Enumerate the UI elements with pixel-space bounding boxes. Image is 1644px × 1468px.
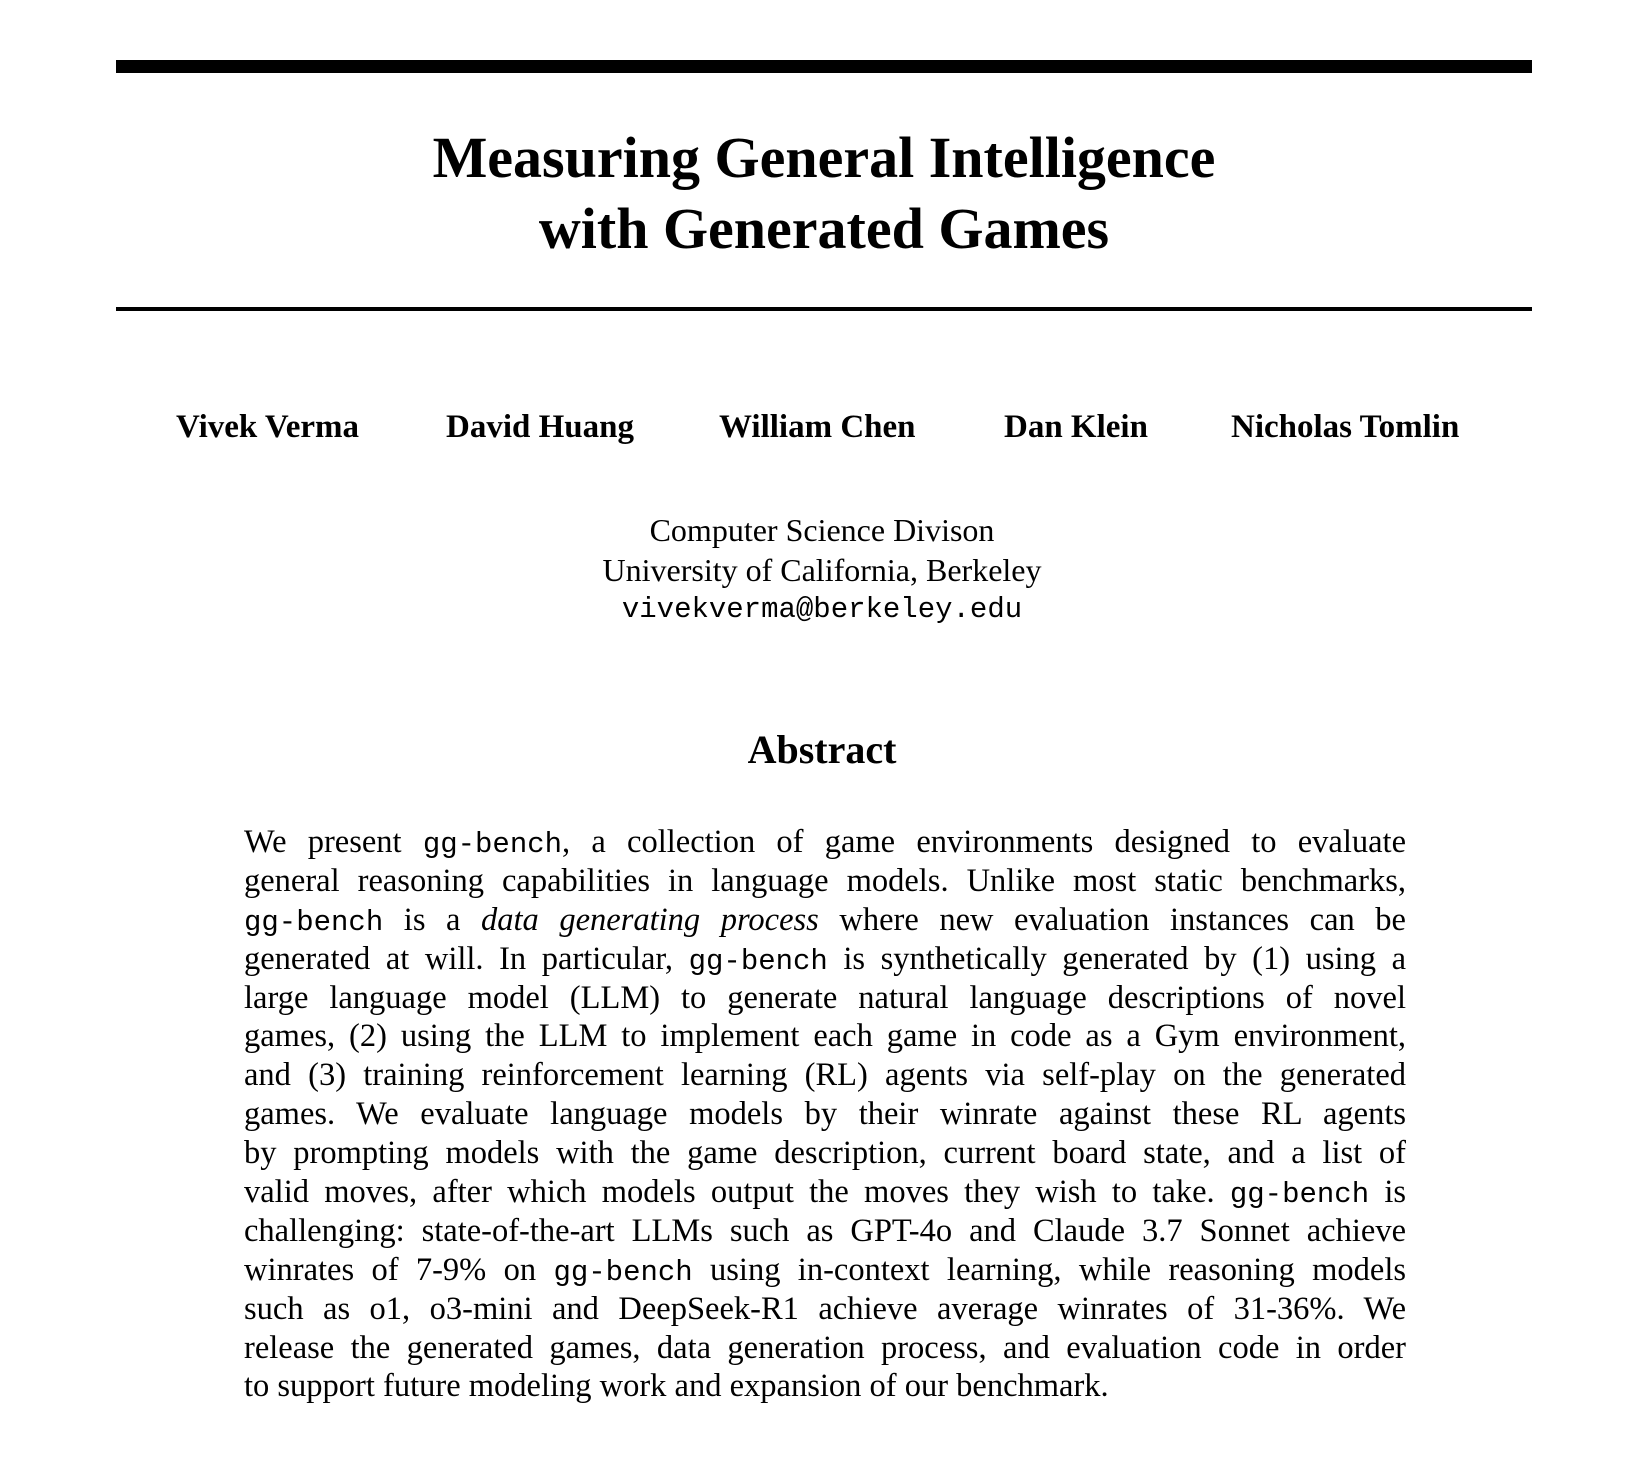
abstract-text: general reasoning capabilities in language models. Unlike most static benchmarks, [244, 862, 1406, 899]
abstract-line [244, 1173, 1406, 1212]
abstract-line [244, 1134, 1406, 1173]
abstract-text: is synthetically generated by (1) using a [827, 940, 1406, 977]
abstract-text: large language model (LLM) to generate natural language descriptions of novel [244, 979, 1406, 1016]
author-name: William Chen [719, 409, 916, 445]
paper-title-line-2: with Generated Games [538, 196, 1110, 261]
author-name: Dan Klein [1004, 409, 1148, 445]
abstract-line [244, 940, 1406, 979]
abstract-line [244, 901, 1406, 940]
title-bottom-rule [116, 307, 1532, 311]
abstract-text: and (3) training reinforcement learning (RL) agents via self-play on the generated [244, 1057, 1406, 1094]
code-term: gg-bench [553, 1255, 693, 1289]
code-term: gg-bench [688, 944, 828, 978]
abstract-text: valid moves, after which models output the moves they wish to take. [244, 1174, 1230, 1211]
abstract-text: such as o1, o3-mini and DeepSeek-R1 achieve average winrates of 31-36%. We [244, 1290, 1406, 1327]
author-email: vivekverma@berkeley.edu [621, 593, 1023, 626]
abstract-line [244, 1290, 1406, 1329]
abstract-text: by prompting models with the game description, current board state, and a list of [244, 1135, 1406, 1172]
abstract-text: , a collection of game environments designed to evaluate [562, 824, 1406, 860]
abstract-text: games, (2) using the LLM to implement each game in code as a Gym environment, [244, 1018, 1406, 1055]
abstract-text: using in-context learning, while reasoning models [692, 1251, 1406, 1288]
author-name: Nicholas Tomlin [1231, 409, 1460, 445]
abstract-text: challenging: state-of-the-art LLMs such as GPT-4o and Claude 3.7 Sonnet achieve [244, 1212, 1406, 1249]
abstract-text: is a [383, 901, 482, 938]
abstract-text: to support future modeling work and expansion of our benchmark. [244, 1368, 1109, 1405]
abstract-text: where new evaluation instances can be [818, 901, 1406, 938]
author-name: David Huang [446, 409, 634, 445]
abstract-line [244, 1017, 1406, 1056]
abstract-text: winrates of 7-9% on [244, 1251, 554, 1288]
author-list [0, 407, 1644, 447]
abstract-line [244, 1367, 1406, 1406]
emphasis-text: data generating process [481, 901, 819, 938]
paper-title [116, 122, 1532, 264]
affiliation-department: Computer Science Divison [649, 512, 995, 548]
paper-title-line-1: Measuring General Intelligence [432, 125, 1216, 190]
abstract-line [244, 1251, 1406, 1290]
affiliation-block [0, 510, 1644, 630]
abstract-text: is [1369, 1174, 1407, 1211]
abstract-body [244, 823, 1406, 1406]
abstract-text: release the generated games, data generation process, and evaluation code in order [244, 1329, 1406, 1366]
code-term: gg-bench [1229, 1178, 1370, 1212]
abstract-line [244, 1095, 1406, 1134]
abstract-text: We present [244, 824, 423, 860]
abstract-line [244, 979, 1406, 1018]
abstract-line [244, 1212, 1406, 1251]
abstract-heading: Abstract [747, 727, 897, 772]
abstract-line [244, 823, 1406, 862]
abstract-line [244, 862, 1406, 901]
title-top-rule [116, 60, 1532, 73]
code-term: gg-bench [244, 905, 384, 939]
code-term: gg-bench [422, 828, 563, 861]
abstract-text: games. We evaluate language models by their winrate against these RL agents [244, 1096, 1406, 1133]
abstract-line [244, 1329, 1406, 1368]
abstract-line [244, 1056, 1406, 1095]
author-name: Vivek Verma [176, 409, 360, 445]
affiliation-university: University of California, Berkeley [602, 552, 1042, 588]
abstract-text: generated at will. In particular, [244, 940, 689, 977]
